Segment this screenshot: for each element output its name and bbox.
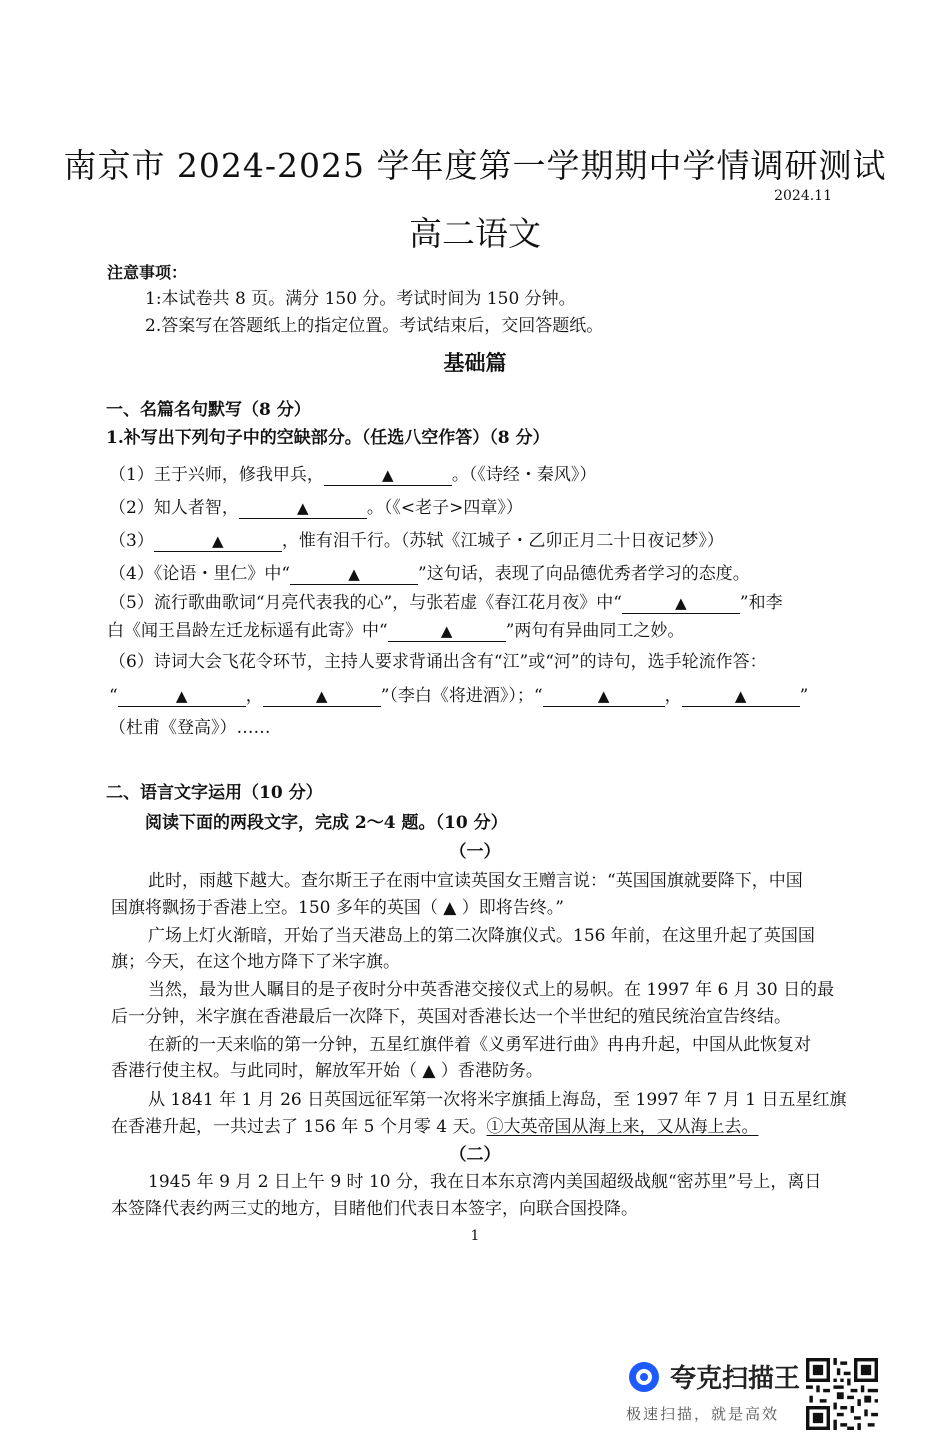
item-5-line2: 白《闻王昌龄左迁龙标遥有此寄》中“ ▲ ”两句有异曲同工之妙。 <box>107 621 685 641</box>
passage-line: 本签降代表约两三丈的地方，目睹他们代表日本签字，向联合国投降。 <box>111 1199 638 1219</box>
item-3: （3） ▲ ，惟有泪千行。（苏轼《江城子・乙卯正月二十日夜记梦》） <box>109 531 724 551</box>
answer-blank[interactable]: ▲ <box>290 564 418 585</box>
passage-line: 香港行使主权。与此同时，解放军开始（ ▲ ）香港防务。 <box>111 1061 543 1081</box>
exam-subject: 高二语文 <box>409 214 541 253</box>
passage-line: 1945 年 9 月 2 日上午 9 时 10 分，我在日本东京湾内美国超级战舰“密苏里”号上，离日 <box>148 1172 822 1192</box>
scanner-logo-icon <box>626 1359 662 1395</box>
answer-blank[interactable]: ▲ <box>239 498 367 519</box>
page-number: 1 <box>470 1228 480 1244</box>
underlined-sentence-1: ①大英帝国从海上来，又从海上去。 <box>486 1117 759 1137</box>
passage-line: 当然，最为世人瞩目的是子夜时分中英香港交接仪式上的易帜。在 1997 年 6 月 30 日的最 <box>148 980 835 1000</box>
passage-line: 此时，雨越下越大。查尔斯王子在雨中宣读英国女王赠言说：“英国国旗就要降下，中国 <box>148 871 803 891</box>
passage-line: 在香港升起，一共过去了 156 年 5 个月零 4 天。①大英帝国从海上来，又从海上去。 <box>111 1117 759 1137</box>
scanner-slogan: 极速扫描，就是高效 <box>626 1405 780 1423</box>
item-5-line1: （5）流行歌曲歌词“月亮代表我的心”，与张若虚《春江花月夜》中“ ▲ ”和李 <box>109 593 783 613</box>
answer-blank[interactable]: ▲ <box>118 686 246 707</box>
part1-heading: 一、名篇名句默写（8 分） <box>106 400 311 420</box>
item-6-line1: （6）诗词大会飞花令环节，主持人要求背诵出含有“江”或“河”的诗句，选手轮流作答： <box>109 652 767 672</box>
item-2: （2）知人者智， ▲ 。（《<老子>四章》） <box>109 498 523 518</box>
answer-blank[interactable]: ▲ <box>622 593 740 614</box>
passage-2-label: （二） <box>449 1145 501 1165</box>
passage-line: 后一分钟，米字旗在香港最后一次降下，英国对香港长达一个半世纪的殖民统治宣告终结。 <box>111 1007 791 1027</box>
answer-blank[interactable]: ▲ <box>388 621 506 642</box>
part2-heading: 二、语言文字运用（10 分） <box>106 783 323 803</box>
exam-date: 2024.11 <box>774 188 832 204</box>
item-1: （1）王于兴师，修我甲兵， ▲ 。（《诗经・秦风》） <box>109 465 597 485</box>
passage-1-label: （一） <box>449 842 501 862</box>
item-6-line2: “ ▲ ， ▲ ”（李白《将进酒》）；“ ▲ ， ▲ ” <box>109 686 809 706</box>
passage-line: 从 1841 年 1 月 26 日英国远征军第一次将米字旗插上海岛，至 1997 年 7 月 1 日五星红旗 <box>148 1090 847 1110</box>
passage-line: 旗；今天，在这个地方降下了米字旗。 <box>111 952 400 972</box>
answer-blank[interactable]: ▲ <box>324 465 452 486</box>
passage-line: 广场上灯火渐暗，开始了当天港岛上的第二次降旗仪式。156 年前，在这里升起了英国国 <box>148 926 815 946</box>
part2-instruction: 阅读下面的两段文字，完成 2～4 题。（10 分） <box>145 813 508 833</box>
passage-line: 在新的一天来临的第一分钟，五星红旗伴着《义勇军进行曲》冉冉升起，中国从此恢复对 <box>148 1035 811 1055</box>
qr-code-icon <box>806 1358 878 1430</box>
answer-blank[interactable]: ▲ <box>154 531 282 552</box>
notice-item-1: 1:本试卷共 8 页。满分 150 分。考试时间为 150 分钟。 <box>145 289 576 309</box>
scanner-watermark <box>626 1358 800 1424</box>
answer-blank[interactable]: ▲ <box>263 686 381 707</box>
scanner-brand: 夸克扫描王 <box>670 1364 801 1394</box>
item-6-line3: （杜甫《登高》）…… <box>109 718 271 738</box>
notice-item-2: 2.答案写在答题纸上的指定位置。考试结束后，交回答题纸。 <box>145 316 604 336</box>
section-title: 基础篇 <box>443 350 507 375</box>
answer-blank[interactable]: ▲ <box>543 686 665 707</box>
question-1: 1.补写出下列句子中的空缺部分。（任选八空作答）（8 分） <box>106 428 550 448</box>
passage-line: 国旗将飘扬于香港上空。150 多年的英国（ ▲ ）即将告终。” <box>111 898 564 918</box>
notice-heading: 注意事项： <box>107 263 188 282</box>
item-4: （4）《论语・里仁》中“ ▲ ”这句话，表现了向品德优秀者学习的态度。 <box>109 564 750 584</box>
exam-title: 南京市 2024-2025 学年度第一学期期中学情调研测试 <box>63 146 887 185</box>
answer-blank[interactable]: ▲ <box>682 686 800 707</box>
